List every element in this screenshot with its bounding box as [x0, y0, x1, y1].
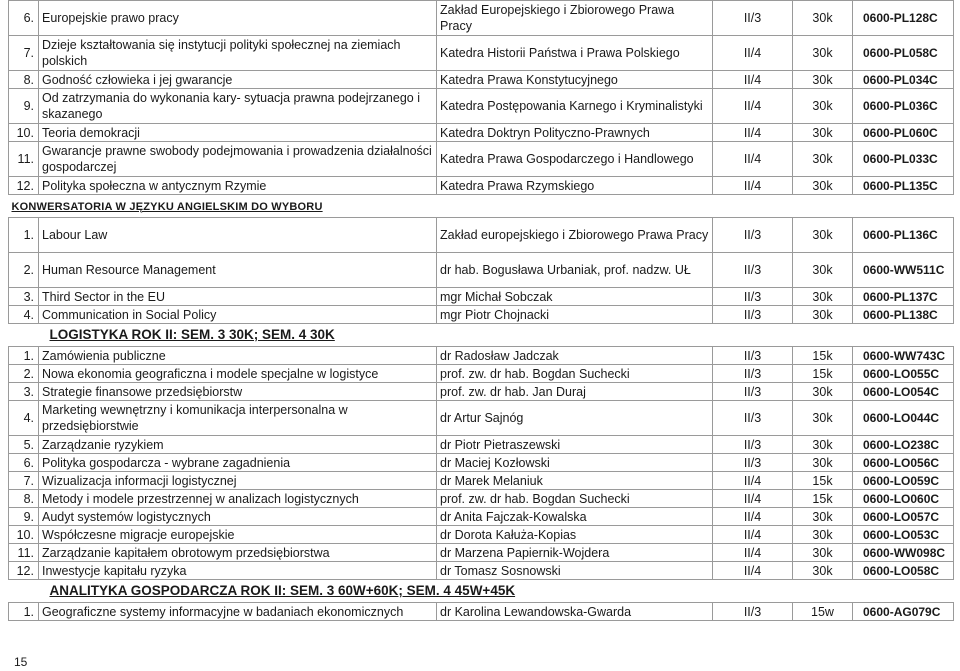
semester: II/3: [713, 218, 793, 253]
table-row: [9, 36, 954, 71]
section-header-row: [9, 580, 954, 603]
row-number: 11.: [9, 544, 39, 562]
course-code: 0600-LO053C: [853, 526, 954, 544]
course-name: Labour Law: [39, 218, 437, 253]
course-code: 0600-LO056C: [853, 454, 954, 472]
course-name: Nowa ekonomia geograficzna i modele specjalne w logistyce: [39, 365, 437, 383]
semester: II/4: [713, 177, 793, 195]
ects-points: 30k: [793, 306, 853, 324]
course-code: 0600-LO058C: [853, 562, 954, 580]
course-name: Inwestycje kapitału ryzyka: [39, 562, 437, 580]
course-code: 0600-LO060C: [853, 490, 954, 508]
teaching-unit: Katedra Prawa Rzymskiego: [437, 177, 713, 195]
course-code: 0600-PL060C: [853, 124, 954, 142]
table-row: [9, 71, 954, 89]
ects-points: 30k: [793, 526, 853, 544]
table-row: [9, 562, 954, 580]
ects-points: 30k: [793, 401, 853, 436]
teaching-unit: dr Karolina Lewandowska-Gwarda: [437, 603, 713, 621]
table-row: [9, 436, 954, 454]
course-name: Dzieje kształtowania się instytucji polityki społecznej na ziemiach polskich: [39, 36, 437, 71]
row-number: 10.: [9, 526, 39, 544]
semester: II/4: [713, 71, 793, 89]
teaching-unit: prof. zw. dr hab. Bogdan Suchecki: [437, 365, 713, 383]
course-code: 0600-AG079C: [853, 603, 954, 621]
table-row: [9, 142, 954, 177]
section-title-english: KONWERSATORIA W JĘZYKU ANGIELSKIM DO WYBORU: [11, 200, 323, 213]
course-name: Polityka społeczna w antycznym Rzymie: [39, 177, 437, 195]
teaching-unit: Zakład Europejskiego i Zbiorowego Prawa Pracy: [437, 1, 713, 36]
table-row: [9, 124, 954, 142]
row-number: 1.: [9, 218, 39, 253]
ects-points: 15k: [793, 347, 853, 365]
course-code: 0600-PL034C: [853, 71, 954, 89]
teaching-unit: dr Piotr Pietraszewski: [437, 436, 713, 454]
course-code: 0600-PL138C: [853, 306, 954, 324]
ects-points: 30k: [793, 562, 853, 580]
teaching-unit: Katedra Historii Państwa i Prawa Polskiego: [437, 36, 713, 71]
ects-points: 30k: [793, 218, 853, 253]
ects-points: 30k: [793, 36, 853, 71]
semester: II/3: [713, 253, 793, 288]
section-header-cell: [9, 324, 954, 347]
ects-points: 30k: [793, 89, 853, 124]
teaching-unit: Katedra Prawa Gospodarczego i Handlowego: [437, 142, 713, 177]
section-header-cell: [9, 580, 954, 603]
table-row: [9, 218, 954, 253]
ects-points: 30k: [793, 544, 853, 562]
semester: II/4: [713, 508, 793, 526]
table-row: [9, 288, 954, 306]
teaching-unit: dr Marzena Papiernik-Wojdera: [437, 544, 713, 562]
row-number: 6.: [9, 1, 39, 36]
course-code: 0600-LO055C: [853, 365, 954, 383]
row-number: 2.: [9, 253, 39, 288]
semester: II/4: [713, 124, 793, 142]
course-name: Godność człowieka i jej gwarancje: [39, 71, 437, 89]
row-number: 12.: [9, 177, 39, 195]
course-name: Third Sector in the EU: [39, 288, 437, 306]
semester: II/4: [713, 490, 793, 508]
course-name: Human Resource Management: [39, 253, 437, 288]
table-row: [9, 526, 954, 544]
course-name: Zamówienia publiczne: [39, 347, 437, 365]
semester: II/4: [713, 36, 793, 71]
table-row: [9, 177, 954, 195]
course-code: 0600-WW743C: [853, 347, 954, 365]
table-row: [9, 544, 954, 562]
course-code: 0600-WW511C: [853, 253, 954, 288]
teaching-unit: Zakład europejskiego i Zbiorowego Prawa Pracy: [437, 218, 713, 253]
course-name: Audyt systemów logistycznych: [39, 508, 437, 526]
semester: II/3: [713, 306, 793, 324]
teaching-unit: dr Marek Melaniuk: [437, 472, 713, 490]
course-name: Od zatrzymania do wykonania kary- sytuacja prawna podejrzanego i skazanego: [39, 89, 437, 124]
course-code: 0600-PL137C: [853, 288, 954, 306]
table-row: [9, 89, 954, 124]
row-number: 7.: [9, 472, 39, 490]
teaching-unit: dr Radosław Jadczak: [437, 347, 713, 365]
course-code: 0600-PL135C: [853, 177, 954, 195]
course-name: Metody i modele przestrzennej w analizach logistycznych: [39, 490, 437, 508]
semester: II/4: [713, 89, 793, 124]
course-name: Strategie finansowe przedsiębiorstw: [39, 383, 437, 401]
course-code: 0600-PL033C: [853, 142, 954, 177]
ects-points: 30k: [793, 508, 853, 526]
section-title-logistyka: LOGISTYKA ROK II: SEM. 3 30K; SEM. 4 30K: [49, 327, 335, 342]
course-name: Wizualizacja informacji logistycznej: [39, 472, 437, 490]
course-name: Współczesne migracje europejskie: [39, 526, 437, 544]
teaching-unit: dr Anita Fajczak-Kowalska: [437, 508, 713, 526]
semester: II/3: [713, 347, 793, 365]
teaching-unit: dr Artur Sajnóg: [437, 401, 713, 436]
row-number: 7.: [9, 36, 39, 71]
course-name: Europejskie prawo pracy: [39, 1, 437, 36]
teaching-unit: mgr Piotr Chojnacki: [437, 306, 713, 324]
teaching-unit: dr Dorota Kałuża-Kopias: [437, 526, 713, 544]
course-name: Zarządzanie kapitałem obrotowym przedsiębiorstwa: [39, 544, 437, 562]
ects-points: 15w: [793, 603, 853, 621]
course-code: 0600-PL036C: [853, 89, 954, 124]
semester: II/3: [713, 1, 793, 36]
table-row: [9, 603, 954, 621]
row-number: 2.: [9, 365, 39, 383]
course-name: Polityka gospodarcza - wybrane zagadnienia: [39, 454, 437, 472]
row-number: 1.: [9, 603, 39, 621]
teaching-unit: dr hab. Bogusława Urbaniak, prof. nadzw. UŁ: [437, 253, 713, 288]
table-row: [9, 365, 954, 383]
semester: II/3: [713, 454, 793, 472]
section-header-row: [9, 324, 954, 347]
ects-points: 30k: [793, 383, 853, 401]
semester: II/3: [713, 365, 793, 383]
course-name: Zarządzanie ryzykiem: [39, 436, 437, 454]
teaching-unit: mgr Michał Sobczak: [437, 288, 713, 306]
ects-points: 30k: [793, 71, 853, 89]
course-name: Marketing wewnętrzny i komunikacja interpersonalna w przedsiębiorstwie: [39, 401, 437, 436]
course-code: 0600-PL128C: [853, 1, 954, 36]
table-row: [9, 253, 954, 288]
row-number: 5.: [9, 436, 39, 454]
row-number: 4.: [9, 306, 39, 324]
section-title-analityka: ANALITYKA GOSPODARCZA ROK II: SEM. 3 60W+60K; SEM. 4 45W+45K: [49, 583, 516, 598]
ects-points: 30k: [793, 124, 853, 142]
row-number: 11.: [9, 142, 39, 177]
section-header-row: [9, 195, 954, 218]
row-number: 1.: [9, 347, 39, 365]
ects-points: 15k: [793, 365, 853, 383]
teaching-unit: Katedra Doktryn Polityczno-Prawnych: [437, 124, 713, 142]
table-row: [9, 454, 954, 472]
ects-points: 30k: [793, 253, 853, 288]
course-name: Gwarancje prawne swobody podejmowania i prowadzenia działalności gospodarczej: [39, 142, 437, 177]
course-name: Communication in Social Policy: [39, 306, 437, 324]
teaching-unit: Katedra Prawa Konstytucyjnego: [437, 71, 713, 89]
semester: II/3: [713, 288, 793, 306]
semester: II/4: [713, 142, 793, 177]
row-number: 3.: [9, 383, 39, 401]
page-number: 15: [14, 655, 28, 669]
teaching-unit: dr Tomasz Sosnowski: [437, 562, 713, 580]
semester: II/4: [713, 562, 793, 580]
teaching-unit: prof. zw. dr hab. Bogdan Suchecki: [437, 490, 713, 508]
course-code: 0600-LO044C: [853, 401, 954, 436]
semester: II/3: [713, 436, 793, 454]
table-row: [9, 490, 954, 508]
row-number: 6.: [9, 454, 39, 472]
semester: II/3: [713, 603, 793, 621]
row-number: 10.: [9, 124, 39, 142]
row-number: 8.: [9, 71, 39, 89]
ects-points: 30k: [793, 436, 853, 454]
teaching-unit: Katedra Postępowania Karnego i Kryminalistyki: [437, 89, 713, 124]
course-code: 0600-PL058C: [853, 36, 954, 71]
course-code: 0600-LO057C: [853, 508, 954, 526]
teaching-unit: prof. zw. dr hab. Jan Duraj: [437, 383, 713, 401]
row-number: 8.: [9, 490, 39, 508]
course-name: Teoria demokracji: [39, 124, 437, 142]
row-number: 9.: [9, 89, 39, 124]
table-row: [9, 347, 954, 365]
semester: II/4: [713, 472, 793, 490]
table-row: [9, 472, 954, 490]
semester: II/3: [713, 401, 793, 436]
ects-points: 30k: [793, 142, 853, 177]
course-code: 0600-PL136C: [853, 218, 954, 253]
semester: II/4: [713, 544, 793, 562]
table-row: [9, 1, 954, 36]
ects-points: 30k: [793, 177, 853, 195]
course-table: [8, 0, 954, 621]
row-number: 4.: [9, 401, 39, 436]
course-code: 0600-LO054C: [853, 383, 954, 401]
course-name: Geograficzne systemy informacyjne w badaniach ekonomicznych: [39, 603, 437, 621]
row-number: 3.: [9, 288, 39, 306]
semester: II/4: [713, 526, 793, 544]
table-row: [9, 306, 954, 324]
ects-points: 30k: [793, 1, 853, 36]
section-header-cell: [9, 195, 954, 218]
row-number: 9.: [9, 508, 39, 526]
teaching-unit: dr Maciej Kozłowski: [437, 454, 713, 472]
semester: II/3: [713, 383, 793, 401]
ects-points: 30k: [793, 288, 853, 306]
course-code: 0600-LO059C: [853, 472, 954, 490]
ects-points: 30k: [793, 454, 853, 472]
row-number: 12.: [9, 562, 39, 580]
table-row: [9, 383, 954, 401]
table-row: [9, 401, 954, 436]
table-row: [9, 508, 954, 526]
ects-points: 15k: [793, 472, 853, 490]
course-code: 0600-WW098C: [853, 544, 954, 562]
ects-points: 15k: [793, 490, 853, 508]
course-code: 0600-LO238C: [853, 436, 954, 454]
